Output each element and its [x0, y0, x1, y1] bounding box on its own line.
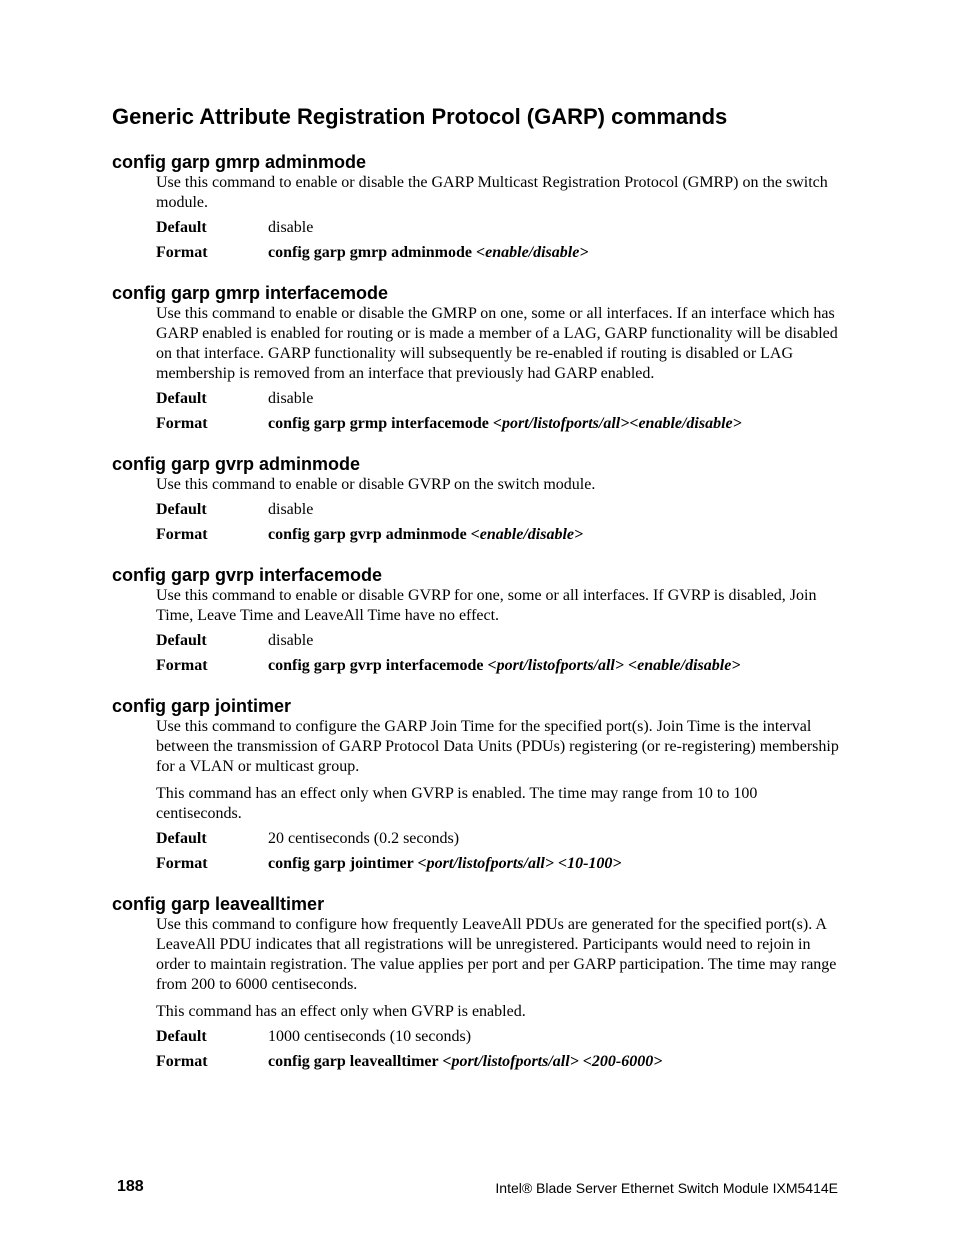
default-value: disable: [268, 501, 314, 518]
format-arguments: <port/listofports/all> <200-6000>: [442, 1053, 663, 1070]
format-label: Format: [156, 657, 208, 674]
section-heading-jointimer: config garp jointimer: [112, 696, 292, 716]
footer-document-title: Intel® Blade Server Ethernet Switch Module IXM5414E: [495, 1180, 838, 1196]
section-description: Use this command to enable or disable GVRP for one, some or all interfaces. If GVRP is disabled, Join Time, Leave Time and LeaveAll Time have no effect.: [156, 587, 817, 624]
format-label: Format: [156, 415, 208, 432]
format-value: [268, 243, 588, 263]
format-value: [268, 414, 742, 434]
section-description: Use this command to configure how frequently LeaveAll PDUs are generated for the specified port(s). A LeaveAll PDU indicates that all registrations will be unregistered. Participants would need to rejoin in order to maintain registration. The value applies per port and per GARP participation. The time may range from 200 to 6000 centiseconds.: [156, 916, 837, 993]
format-arguments: <enable/disable>: [476, 244, 589, 261]
format-command: config garp gvrp adminmode: [268, 526, 471, 543]
section-heading-gvrp-interfacemode: config garp gvrp interfacemode: [112, 565, 383, 585]
default-value: 20 centiseconds (0.2 seconds): [268, 830, 460, 847]
format-value: [268, 525, 583, 545]
format-command: config garp jointimer: [268, 855, 418, 872]
default-label: Default: [156, 632, 207, 649]
default-value: disable: [268, 632, 314, 649]
section-note: This command has an effect only when GVRP is enabled. The time may range from 10 to 100 centiseconds.: [156, 785, 758, 822]
format-label: Format: [156, 526, 208, 543]
section-description: Use this command to enable or disable the GARP Multicast Registration Protocol (GMRP) on the switch module.: [156, 174, 828, 211]
default-label: Default: [156, 501, 207, 518]
format-label: Format: [156, 855, 208, 872]
format-value: [268, 656, 740, 676]
page-number: 188: [117, 1178, 144, 1195]
section-heading-gmrp-interfacemode: config garp gmrp interfacemode: [112, 283, 389, 303]
format-command: config garp gvrp interfacemode: [268, 657, 488, 674]
section-heading-leavealltimer: config garp leavealltimer: [112, 894, 325, 914]
section-description: Use this command to enable or disable the GMRP on one, some or all interfaces. If an interface which has GARP enabled is enabled for routing or is made a member of a LAG, GARP functionality will be disabled on that interface. GARP functionality will subsequently be re-enabled if routing is disabled or LAG membership is removed from an interface that previously had GARP enabled.: [156, 305, 838, 382]
section-description: Use this command to configure the GARP Join Time for the specified port(s). Join Time is the interval between the transmission of GARP Protocol Data Units (PDUs) registering (or re-registering) membership for a VLAN or multicast group.: [156, 718, 839, 775]
format-label: Format: [156, 1053, 208, 1070]
page-title: Generic Attribute Registration Protocol (GARP) commands: [112, 104, 728, 129]
default-label: Default: [156, 390, 207, 407]
default-label: Default: [156, 219, 207, 236]
default-value: disable: [268, 219, 314, 236]
default-value: 1000 centiseconds (10 seconds): [268, 1028, 472, 1045]
format-arguments: <port/listofports/all><enable/disable>: [492, 415, 742, 432]
format-arguments: <port/listofports/all> <10-100>: [417, 855, 622, 872]
section-heading-gmrp-adminmode: config garp gmrp adminmode: [112, 152, 367, 172]
section-heading-gvrp-adminmode: config garp gvrp adminmode: [112, 454, 361, 474]
format-command: config garp leavealltimer: [268, 1053, 443, 1070]
section-note: This command has an effect only when GVRP is enabled.: [156, 1003, 526, 1020]
format-value: [268, 854, 622, 874]
format-arguments: <enable/disable>: [470, 526, 584, 543]
format-command: config garp grmp interfacemode: [268, 415, 493, 432]
format-arguments: <port/listofports/all> <enable/disable>: [487, 657, 741, 674]
default-value: disable: [268, 390, 314, 407]
section-description: Use this command to enable or disable GVRP on the switch module.: [156, 476, 596, 493]
format-value: [268, 1052, 662, 1072]
default-label: Default: [156, 830, 207, 847]
format-label: Format: [156, 244, 208, 261]
default-label: Default: [156, 1028, 207, 1045]
format-command: config garp gmrp adminmode: [268, 244, 476, 261]
